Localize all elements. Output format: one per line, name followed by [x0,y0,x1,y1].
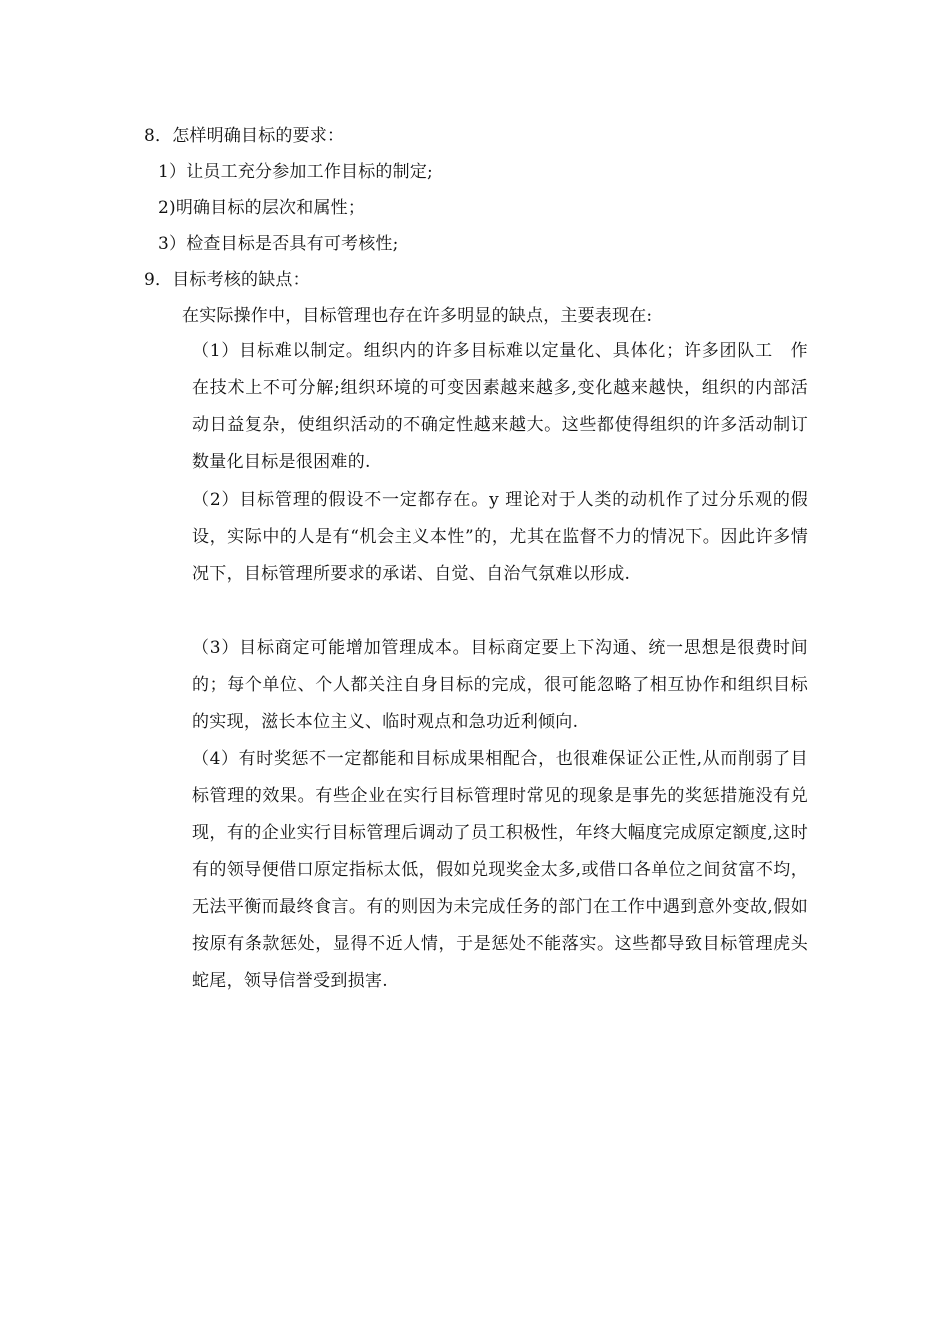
list-item-8-2: 2)明确目标的层次和属性； [158,198,366,218]
list-item-8-3: 3）检查目标是否具有可考核性; [158,234,399,254]
heading-8: 8．怎样明确目标的要求： [144,126,345,146]
point-2-paragraph: （2）目标管理的假设不一定都存在。y 理论对于人类的动机作了过分乐观的假设，实际中的人是有“机会主义本性”的，尤其在监督不力的情况下。因此许多情况下，目标管理所要求的承诺、自觉、自治气氛难以形成. [192,490,808,584]
point-4-paragraph: （4）有时奖惩不一定都能和目标成果相配合，也很难保证公正性,从而削弱了目标管理的效果。有些企业在实行目标管理时常见的现象是事先的奖惩措施没有兑现，有的企业实行目标管理后调动了员工积极性，年终大幅度完成原定额度,这时有的领导便借口原定指标太低，假如兑现奖金太多,或借口各单位之间贫富不均，无法平衡而最终食言。有的则因为未完成任务的部门在工作中遇到意外变故,假如按原有条款惩处，显得不近人情，于是惩处不能落实。这些都导致目标管理虎头蛇尾，领导信誉受到损害. [192,749,808,991]
point-1-paragraph: （1）目标难以制定。组织内的许多目标难以定量化、具体化；许多团队工 作在技术上不可分解;组织环境的可变因素越来越多,变化越来越快，组织的内部活动日益复杂，使组织活动的不确定性越来越大。这些都使得组织的许多活动制订数量化目标是很困难的. [192,341,808,472]
list-item-8-1: 1）让员工充分参加工作目标的制定; [158,162,433,182]
point-3-paragraph: （3）目标商定可能增加管理成本。目标商定要上下沟通、统一思想是很费时间的；每个单位、个人都关注自身目标的完成，很可能忽略了相互协作和组织目标的实现，滋长本位主义、临时观点和急功近利倾向. [192,638,808,732]
intro-paragraph: 在实际操作中，目标管理也存在许多明显的缺点，主要表现在: [182,306,653,326]
heading-9: 9．目标考核的缺点： [144,270,310,290]
